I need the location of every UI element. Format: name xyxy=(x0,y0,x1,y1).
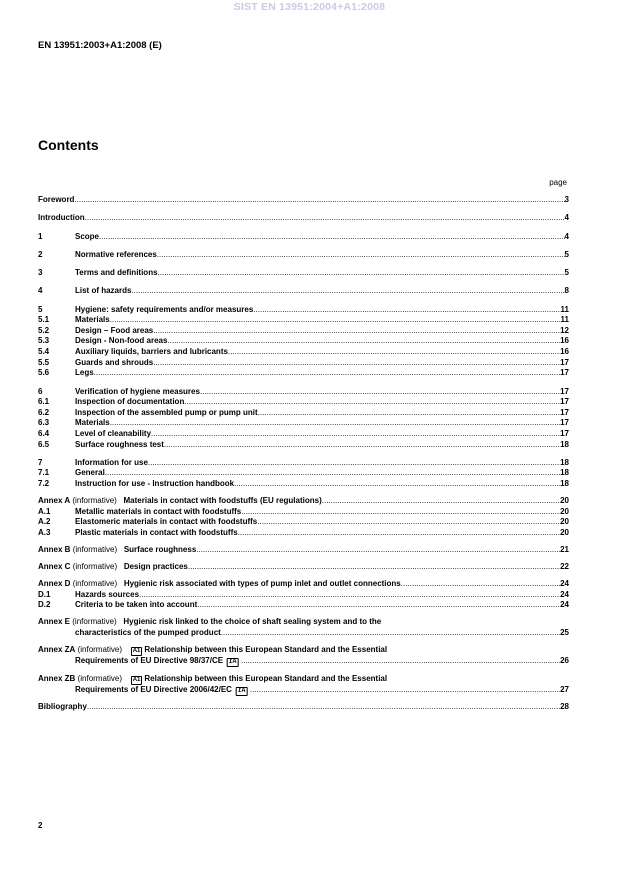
toc-number: Annex E xyxy=(38,617,71,627)
toc-number: 7 xyxy=(38,457,43,467)
dot-leader xyxy=(139,590,560,601)
toc-number: 5 xyxy=(38,304,43,314)
toc-entry-normative-references[interactable] xyxy=(38,250,569,261)
dot-leader xyxy=(238,528,560,539)
toc-page: 12 xyxy=(560,325,569,335)
toc-number: 5.6 xyxy=(38,368,50,378)
toc-page: 17 xyxy=(560,418,569,428)
toc-title: General xyxy=(75,468,105,478)
dot-leader xyxy=(87,702,560,713)
toc-number: 5.4 xyxy=(38,347,50,357)
toc-title: Criteria to be taken into account xyxy=(75,600,198,610)
watermark: SIST EN 13951:2004+A1:2008 xyxy=(233,1,386,13)
toc-title: Foreword xyxy=(38,195,75,204)
toc-note: (informative) xyxy=(72,617,117,627)
toc-page: 26 xyxy=(560,656,569,666)
toc-entry-5-4[interactable] xyxy=(38,347,569,358)
dot-leader xyxy=(250,685,560,696)
toc-number: Annex ZA xyxy=(38,645,76,655)
dot-leader xyxy=(257,517,560,528)
toc-entry-annex-e[interactable] xyxy=(38,617,569,628)
toc-title-continued: Requirements of EU Directive 2006/42/EC xyxy=(75,684,232,694)
toc-entry-a-2[interactable] xyxy=(38,517,569,528)
dot-leader xyxy=(197,600,560,611)
toc-page: 16 xyxy=(560,336,569,346)
toc-page: 4 xyxy=(564,231,569,241)
dot-leader xyxy=(241,656,560,667)
toc-entry-annex-c[interactable] xyxy=(38,562,569,573)
toc-entry-annex-b[interactable] xyxy=(38,545,569,556)
toc-entry-6-4[interactable] xyxy=(38,429,569,440)
dot-leader xyxy=(322,496,560,507)
toc-number: 4 xyxy=(38,286,43,296)
dot-leader xyxy=(105,468,560,479)
toc-number: D.1 xyxy=(38,589,51,599)
toc-title: Metallic materials in contact with foodstuffs xyxy=(75,506,242,516)
toc-entry-6-5[interactable] xyxy=(38,440,569,451)
toc-number: 3 xyxy=(38,268,43,278)
toc-number: A.2 xyxy=(38,517,51,527)
toc-page: 17 xyxy=(560,386,569,396)
toc-page: 20 xyxy=(560,496,569,506)
dot-leader xyxy=(153,326,560,337)
toc-title: Terms and definitions xyxy=(75,268,158,278)
toc-page: 17 xyxy=(560,368,569,378)
toc-entry-list-of-hazards[interactable] xyxy=(38,286,569,297)
toc-page: 24 xyxy=(560,579,569,589)
toc-entry-5-2[interactable] xyxy=(38,326,569,337)
dot-leader xyxy=(401,579,560,590)
toc-note: (informative) xyxy=(72,496,117,506)
toc-title: Materials xyxy=(75,315,110,325)
dot-leader xyxy=(258,408,560,419)
dot-leader xyxy=(184,397,560,408)
toc-page: 8 xyxy=(564,286,569,296)
dot-leader xyxy=(167,336,560,347)
dot-leader xyxy=(110,418,560,429)
toc-page: 27 xyxy=(560,684,569,694)
toc-title: Design practices xyxy=(123,562,188,572)
dot-leader xyxy=(158,268,565,279)
toc-number: 6.3 xyxy=(38,418,50,428)
toc-page: 28 xyxy=(560,702,569,712)
dot-leader xyxy=(153,358,560,369)
toc-entry-information-for-use[interactable] xyxy=(38,458,569,469)
toc-title: Design – Food areas xyxy=(75,325,154,335)
toc-entry-annex-za[interactable] xyxy=(38,645,569,656)
toc-title: Design - Non-food areas xyxy=(75,336,168,346)
toc-number: 2 xyxy=(38,249,43,259)
toc-number: 5.5 xyxy=(38,357,50,367)
toc-title: Hygiene: safety requirements and/or measures xyxy=(75,304,254,314)
toc-entry-6-1[interactable] xyxy=(38,397,569,408)
document-id: EN 13951:2003+A1:2008 (E) xyxy=(38,40,162,51)
dot-leader xyxy=(110,315,561,326)
toc-page: 3 xyxy=(564,195,569,204)
toc-number: 7.2 xyxy=(38,478,50,488)
toc-entry-foreword[interactable] xyxy=(38,195,569,206)
toc-page: 4 xyxy=(564,213,569,223)
toc-title: Hygienic risk linked to the choice of shaft sealing system and to the xyxy=(123,617,382,627)
dot-leader xyxy=(234,479,560,490)
toc-number: 6.2 xyxy=(38,407,50,417)
toc-number: 7.1 xyxy=(38,468,50,478)
dot-leader xyxy=(151,429,560,440)
toc-number: D.2 xyxy=(38,600,51,610)
toc-entry-5-6[interactable] xyxy=(38,368,569,379)
toc-entry-terms-and-definitions[interactable] xyxy=(38,268,569,279)
toc-entry-5-3[interactable] xyxy=(38,336,569,347)
toc-page: 17 xyxy=(560,397,569,407)
toc-title: Relationship between this European Standard and the Essential xyxy=(144,673,388,683)
toc-entry-annex-zb[interactable] xyxy=(38,674,569,685)
dot-leader xyxy=(148,458,560,469)
toc-entry-d-1[interactable] xyxy=(38,590,569,601)
toc-entry-annex-d[interactable] xyxy=(38,579,569,590)
toc-note: (informative) xyxy=(72,562,118,572)
toc-title: Inspection of the assembled pump or pump unit xyxy=(75,407,258,417)
toc-page: 18 xyxy=(560,478,569,488)
dot-leader xyxy=(94,368,560,379)
toc-title: Surface roughness test xyxy=(75,439,164,449)
toc-page: 18 xyxy=(560,439,569,449)
toc-entry-6-3[interactable] xyxy=(38,418,569,429)
toc-entry-annex-e-continued[interactable] xyxy=(38,628,569,639)
toc-page: 5 xyxy=(564,249,569,259)
toc-title: Hazards sources xyxy=(75,589,140,599)
toc-note: (informative) xyxy=(77,673,123,683)
toc-note: (informative) xyxy=(72,579,118,589)
toc-number: 5.3 xyxy=(38,336,50,346)
toc-number: Annex C xyxy=(38,562,71,572)
dot-leader xyxy=(253,305,560,316)
toc-title: Legs xyxy=(75,368,94,378)
toc-entry-hygiene-requirements[interactable] xyxy=(38,305,569,316)
page-number: 2 xyxy=(38,821,43,830)
toc-page: 20 xyxy=(560,506,569,516)
amendment-start-marker: A1 xyxy=(132,676,141,683)
toc-page: 16 xyxy=(560,347,569,357)
toc-number: 6.4 xyxy=(38,428,50,438)
toc-title: Auxiliary liquids, barriers and lubricants xyxy=(75,347,228,357)
toc-title: Relationship between this European Standard and the Essential xyxy=(144,645,388,655)
toc-page: 18 xyxy=(560,468,569,478)
toc-entry-annex-zb-continued[interactable] xyxy=(38,685,569,696)
toc-entry-a-3[interactable] xyxy=(38,528,569,539)
toc-title: List of hazards xyxy=(75,286,132,296)
toc-entry-7-2[interactable] xyxy=(38,479,569,490)
toc-title-continued: Requirements of EU Directive 98/37/CE xyxy=(75,656,224,666)
dot-leader xyxy=(99,232,565,243)
toc-title: Hygienic risk associated with types of pump inlet and outlet connections xyxy=(123,579,401,589)
toc-title: Normative references xyxy=(75,249,157,259)
contents-heading: Contents xyxy=(38,137,99,153)
dot-leader xyxy=(131,286,564,297)
toc-page: 24 xyxy=(560,600,569,610)
toc-entry-a-1[interactable] xyxy=(38,507,569,518)
toc-title: Guards and shrouds xyxy=(75,357,154,367)
toc-page: 17 xyxy=(560,357,569,367)
toc-title: Information for use xyxy=(75,457,148,467)
toc-page: 20 xyxy=(560,517,569,527)
dot-leader xyxy=(221,628,560,639)
dot-leader xyxy=(241,507,560,518)
toc-title: Bibliography xyxy=(38,702,87,712)
toc-entry-verification[interactable] xyxy=(38,387,569,398)
dot-leader xyxy=(85,213,565,224)
toc-title: Materials in contact with foodstuffs (EU regulations) xyxy=(123,496,322,506)
dot-leader xyxy=(74,195,564,206)
dot-leader xyxy=(164,440,560,451)
toc-entry-5-5[interactable] xyxy=(38,358,569,369)
toc-page: 25 xyxy=(560,628,569,637)
toc-title: Materials xyxy=(75,418,110,428)
toc-page: 21 xyxy=(560,544,569,554)
toc-entry-7-1[interactable] xyxy=(38,468,569,479)
toc-number: A.3 xyxy=(38,527,51,537)
toc-title: Plastic materials in contact with foodstuffs xyxy=(75,527,238,537)
toc-page: 22 xyxy=(560,562,569,572)
toc-page: 5 xyxy=(564,268,569,278)
toc-title: Instruction for use - Instruction handbook xyxy=(75,478,235,488)
toc-entry-d-2[interactable] xyxy=(38,600,569,611)
toc-number: Annex ZB xyxy=(38,673,76,683)
toc-note: (informative) xyxy=(72,544,118,554)
toc-title: Elastomeric materials in contact with foodstuffs xyxy=(75,517,258,527)
dot-leader xyxy=(228,347,560,358)
toc-title: Scope xyxy=(75,231,100,241)
amendment-end-marker: A1 xyxy=(229,659,237,666)
toc-entry-introduction[interactable] xyxy=(38,213,569,224)
toc-entry-annex-za-continued[interactable] xyxy=(38,656,569,667)
toc-entry-6-2[interactable] xyxy=(38,408,569,419)
toc-page: 11 xyxy=(560,315,569,325)
amendment-start-marker: A1 xyxy=(132,648,141,655)
table-of-contents xyxy=(38,195,569,713)
toc-number: 6 xyxy=(38,386,43,396)
toc-number: 5.1 xyxy=(38,315,50,325)
toc-title-continued: characteristics of the pumped product xyxy=(75,628,221,637)
toc-entry-5-1[interactable] xyxy=(38,315,569,326)
toc-number: 1 xyxy=(38,231,43,241)
toc-note: (informative) xyxy=(77,645,123,655)
toc-number: 6.1 xyxy=(38,397,50,407)
toc-page: 24 xyxy=(560,589,569,599)
toc-entry-annex-a[interactable] xyxy=(38,496,569,507)
toc-entry-bibliography[interactable] xyxy=(38,702,569,713)
toc-number: Annex B xyxy=(38,544,71,554)
dot-leader xyxy=(200,387,560,398)
toc-number: Annex D xyxy=(38,579,71,589)
toc-page: 11 xyxy=(560,304,569,314)
toc-number: A.1 xyxy=(38,506,51,516)
toc-page: 20 xyxy=(560,527,569,537)
toc-page: 17 xyxy=(560,407,569,417)
toc-number: Annex A xyxy=(38,496,71,506)
toc-entry-scope[interactable] xyxy=(38,232,569,243)
toc-page: 17 xyxy=(560,428,569,438)
toc-title: Verification of hygiene measures xyxy=(75,386,200,396)
page-column-label: page xyxy=(549,178,567,187)
toc-number: 6.5 xyxy=(38,439,50,449)
toc-page: 18 xyxy=(560,457,569,467)
amendment-end-marker: A1 xyxy=(238,687,246,694)
dot-leader xyxy=(188,562,560,573)
toc-title: Introduction xyxy=(38,213,85,223)
toc-title: Inspection of documentation xyxy=(75,397,185,407)
toc-title: Level of cleanability xyxy=(75,428,152,438)
dot-leader xyxy=(157,250,565,261)
dot-leader xyxy=(196,545,560,556)
toc-title: Surface roughness xyxy=(123,544,197,554)
toc-number: 5.2 xyxy=(38,325,50,335)
